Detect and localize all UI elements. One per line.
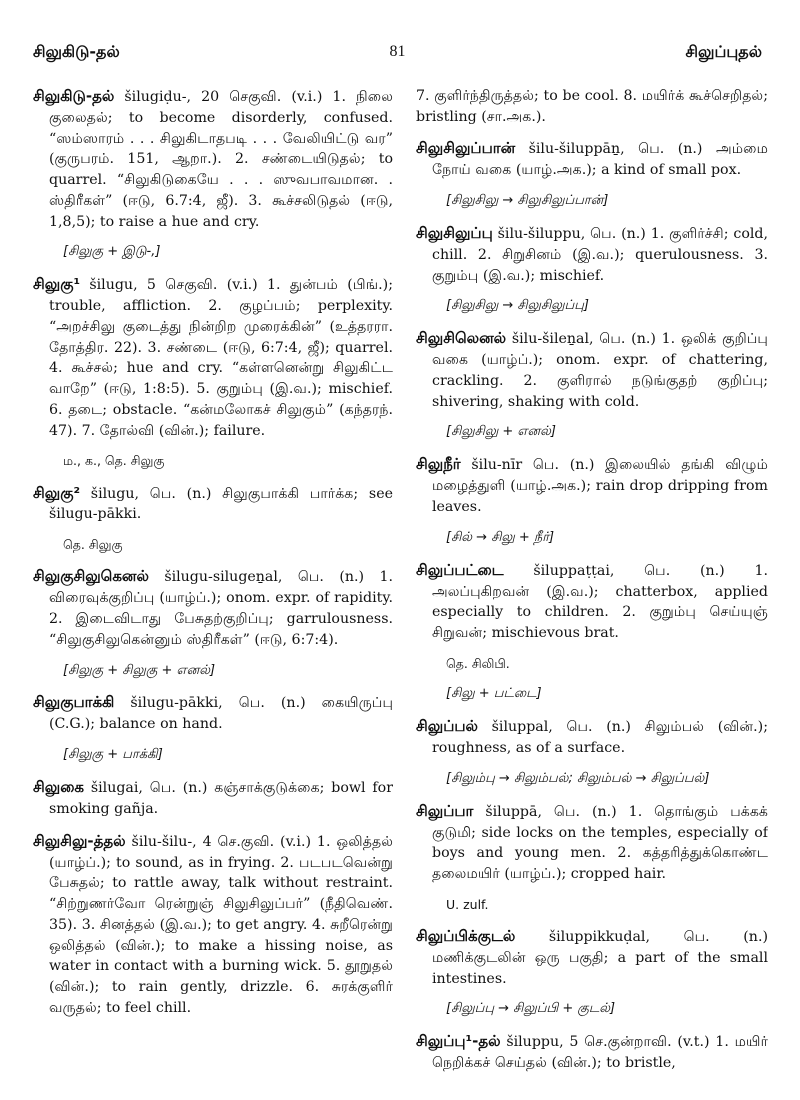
- entry-headword: சிலுசிலு-த்தல்: [33, 831, 126, 850]
- entry-definition: šilu-šileṉal, பெ. (n.) 1. ஒலிக் குறிப்பு வகை (யாழ்ப்.); onom. expr. of chattering, crackling. 2. குளிரால் நடுங்குதற் குறிப்பு; shivering, shaking with cold.: [432, 331, 768, 410]
- entry-headword: சிலுநீர்: [416, 455, 461, 474]
- entry-etymology: [சிலுகு + பாக்கி]: [63, 747, 163, 763]
- entry-headword: சிலுகுபாக்கி: [33, 693, 115, 712]
- entry-definition: šiluppā, பெ. (n.) 1. தொங்கும் பக்கக் குடுமி; side locks on the temples, especially of boys and young men. 2. கத்தரித்துக்கொண்ட தலைமயிர் (யாழ்ப்.); cropped hair.: [432, 803, 768, 883]
- dictionary-entry: [33, 86, 393, 232]
- dictionary-entry: [33, 274, 393, 441]
- entry-definition: šilu-nīr பெ. (n.) இலையில் தங்கி விழும் மழைத்துளி (யாழ்.அக.); rain drop dripping from leaves.: [432, 457, 768, 516]
- entry-cognates: தெ. சிலிபி.: [446, 655, 510, 671]
- dictionary-entry: [416, 328, 768, 412]
- entry-cognates: ம., க., தெ. சிலுகு: [63, 453, 165, 469]
- entry-headword: சிலுகுசிலுகெனல்: [33, 567, 149, 586]
- dictionary-entry: [416, 1031, 768, 1074]
- entry-headword: சிலுப்பா: [416, 801, 474, 820]
- dictionary-entry: [416, 716, 768, 759]
- entry-headword: சிலுப்பல்: [416, 717, 478, 736]
- dictionary-entry: [416, 454, 768, 517]
- entry-headword: சிலுசிலுப்பு: [416, 224, 493, 243]
- entry-definition: šilu-šilu-, 4 செ.குவி. (v.i.) 1. ஒலித்தல் (யாழ்ப்.); to sound, as in frying. 2. படபடவென்று பேசுதல்; to rattle away, talk without restraint. “சிற்றுணர்வோ ரென்றுஞ் சிலுசிலுப்பர்” (நீதிவெண். 35). 3. சினத்தல் (இ.வ.); to get angry. 4. சுறீரென்று ஒலித்தல் (வின்.); to make a hissing noise, as water in contact with a burning wick. 5. தூறுதல் (வின்.); to rain gently, drizzle. 6. சுரக்குளிர் வருதல்; to feel chill.: [49, 833, 393, 1016]
- entry-headword: சிலுப்பட்டை: [416, 560, 504, 579]
- dictionary-entry: [33, 566, 393, 650]
- entry-etymology: [சிலுசிலு → சிலுசிலுப்பான்]: [446, 193, 609, 209]
- entry-etymology: [சிலுசிலு + எனல்]: [446, 424, 556, 440]
- entry-headword: சிலுப்பிக்குடல்: [416, 927, 516, 946]
- page-header: [33, 40, 762, 66]
- entry-etymology: [சிலுகு + சிலுகு + எனல்]: [63, 662, 216, 678]
- dictionary-entry: [33, 692, 393, 735]
- entry-definition: šilu-šiluppu, பெ. (n.) 1. குளிர்ச்சி; cold, chill. 2. சிறுசினம் (இ.வ.); querulousness. 3. குறும்பு (இ.வ.); mischief.: [432, 226, 768, 284]
- entry-etymology: [சிலுசிலு → சிலுசிலுப்பு]: [446, 298, 589, 314]
- entry-etymology: [சில் → சிலு + நீர்]: [446, 529, 555, 545]
- running-head-right: சிலுப்புதல்: [685, 42, 762, 61]
- entry-headword: சிலுகிடு-தல்: [33, 87, 115, 105]
- entry-headword: சிலுசிலுப்பான்: [416, 139, 516, 158]
- entry-headword: சிலுகு¹: [33, 275, 81, 294]
- entry-definition: šilugu-silugeṉal, பெ. (n.) 1. விரைவுக்குறிப்பு (யாழ்ப்.); onom. expr. of rapidity. 2. இடைவிடாது பேசுதற்குறிப்பு; garrulousness. “சிலுகுசிலுகென்னும் ஸ்திரீகள்” (ஈடு, 6:7:4).: [49, 569, 393, 648]
- entry-headword: சிலுப்பு¹-தல்: [416, 1032, 501, 1051]
- running-head-left: சிலுகிடு-தல்: [33, 42, 120, 61]
- dictionary-entry: [416, 926, 768, 989]
- entry-cognates: U. zulf.: [446, 896, 489, 912]
- entry-etymology: [சிலு + பட்டை]: [446, 686, 542, 702]
- dictionary-entry: [416, 138, 768, 181]
- entry-etymology: [சிலும்பு → சிலும்பல்; சிலும்பல் → சிலுப்பல்]: [446, 770, 710, 786]
- entry-headword: சிலுகு²: [33, 483, 81, 502]
- entry-definition: šiluppaṭṭai, பெ. (n.) 1. அலப்புகிறவன் (இ.வ.); chatterbox, applied especially to children. 2. குறும்பு செய்யுஞ் சிறுவன்; mischievous brat.: [432, 562, 768, 642]
- entry-headword: சிலுசிலெனல்: [416, 329, 507, 348]
- page-number: 81: [389, 43, 406, 60]
- entry-definition: šilugiḍu-, 20 செகுவி. (v.i.) 1. நிலை குலைதல்; to become disorderly, confused. “ஸம்ஸாரம் . . . சிலுகிடாதபடி . . . வேலியிட்டு வர” (குருபரம். 151, ஆறா.). 2. சண்டையிடுதல்; to quarrel. “சிலுகிடுகையே . . . ஸுவபாவமான. . ஸ்திரீகள்” (ஈடு, 6.7:4, ஜீ). 3. கூச்சலிடுதல் (ஈடு, 1,8,5); to raise a hue and cry.: [49, 89, 393, 230]
- entry-definition: šilu-šiluppāṉ, பெ. (n.) அம்மை நோய் வகை (யாழ்.அக.); a kind of small pox.: [432, 141, 768, 179]
- left-column: [33, 86, 393, 1086]
- dictionary-entry: [416, 223, 768, 286]
- entry-definition: šiluppu, 5 செ.குன்றாவி. (v.t.) 1. மயிர் நெறிக்கச் செய்தல் (வின்.); to bristle,: [432, 1034, 768, 1072]
- entry-etymology: [சிலுப்பு → சிலுப்பி + குடல்]: [446, 1001, 616, 1017]
- dictionary-entry: [33, 483, 393, 526]
- entry-headword: சிலுகை: [33, 778, 84, 797]
- entry-continuation: 7. குளிர்ந்திருத்தல்; to be cool. 8. மயிர்க் கூச்செறிதல்; bristling (சா.அக.).: [416, 88, 768, 125]
- entry-definition: šilugu, 5 செகுவி. (v.i.) 1. துன்பம் (பிங்.); trouble, affliction. 2. குழப்பம்; perplexity. “அறச்சிலு குடைத்து நின்றிற முரைக்கின்” (உத்தரரா. தோத்திர. 22). 3. சண்டை (ஈடு, 6:7:4, ஜீ); quarrel. 4. கூச்சல்; hue and cry. “கள்ளனென்று சிலுகிட்ட வாறே” (ஈடு, 1:8:5). 5. குறும்பு (இ.வ.); mischief. 6. தடை; obstacle. “கன்மலோகச் சிலுகும்” (கந்தரந். 47). 7. தோல்வி (வின்.); failure.: [49, 277, 393, 439]
- entry-definition: šilugu-pākki, பெ. (n.) கையிருப்பு (C.G.); balance on hand.: [49, 695, 393, 733]
- entry-definition: šiluppikkuḍal, பெ. (n.) மணிக்குடலின் ஒரு பகுதி; a part of the small intestines.: [432, 929, 768, 987]
- entry-definition: šiluppal, பெ. (n.) சிலும்பல் (வின்.); roughness, as of a surface.: [432, 719, 768, 756]
- dictionary-entry: [416, 560, 768, 644]
- dictionary-entry: [33, 831, 393, 1019]
- right-column: [416, 86, 768, 1086]
- dictionary-entry: [33, 777, 393, 820]
- entry-definition: šilugai, பெ. (n.) கஞ்சாக்குடுக்கை; bowl for smoking gañja.: [49, 780, 393, 817]
- entry-definition: šilugu, பெ. (n.) சிலுகுபாக்கி பார்க்க; see šilugu-pākki.: [49, 485, 393, 523]
- entry-cognates: தெ. சிலுகு: [63, 537, 123, 553]
- dictionary-entry: [416, 801, 768, 885]
- entry-etymology: [சிலுகு + இடு-,]: [63, 244, 161, 260]
